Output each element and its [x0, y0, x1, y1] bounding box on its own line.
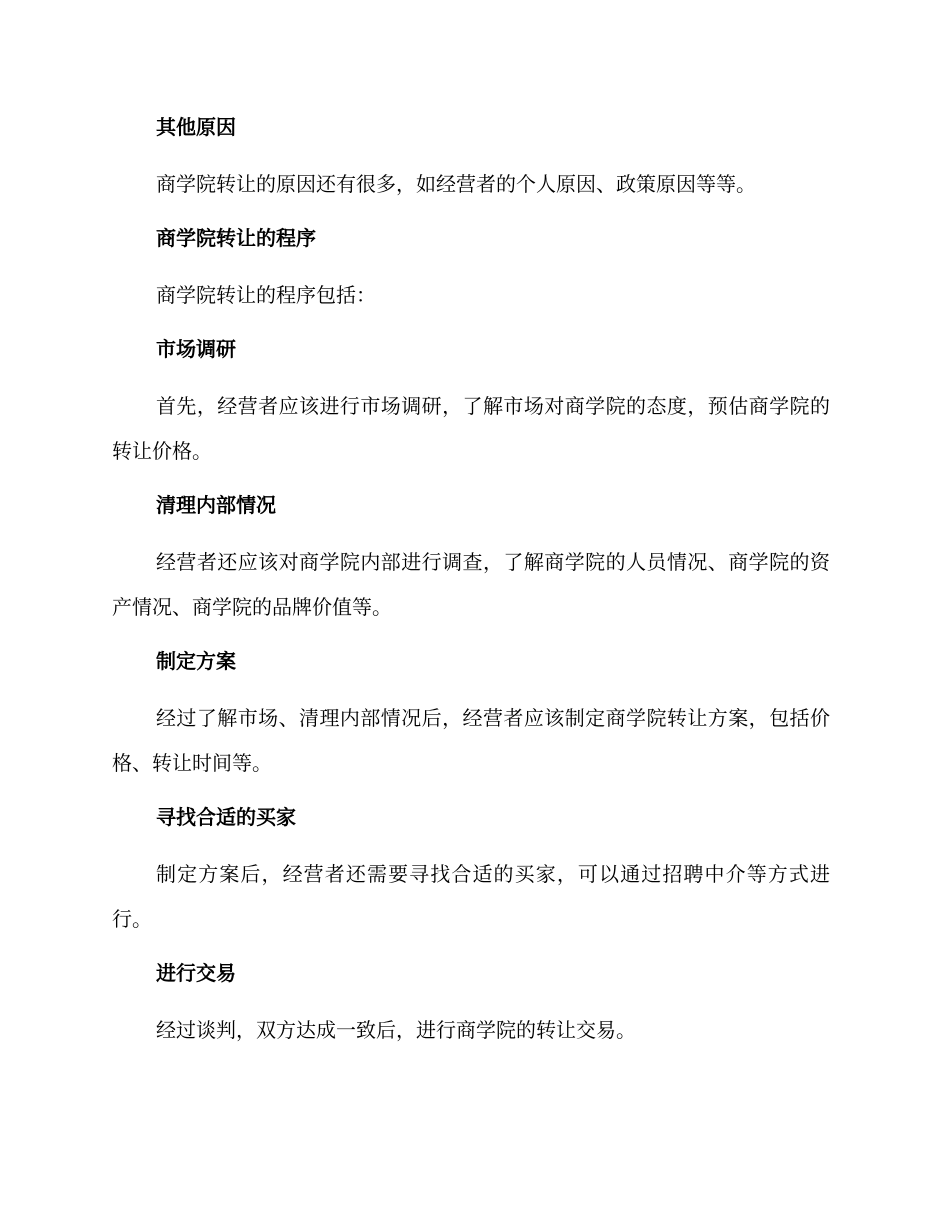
- section-text-internal-review: 经营者还应该对商学院内部进行调查，了解商学院的人员情况、商学院的资产情况、商学院的品牌价值等。: [112, 550, 830, 619]
- section-text-market-research: 首先，经营者应该进行市场调研，了解市场对商学院的态度，预估商学院的转让价格。: [112, 394, 830, 463]
- section-text-make-plan: 经过了解市场、清理内部情况后，经营者应该制定商学院转让方案，包括价格、转让时间等。: [112, 706, 830, 775]
- document-content: [112, 110, 830, 1067]
- section-heading-make-plan: 制定方案: [156, 649, 236, 673]
- section-heading-market-research: 市场调研: [156, 337, 236, 361]
- section-text-other-reasons: 商学院转让的原因还有很多，如经营者的个人原因、政策原因等等。: [156, 172, 756, 196]
- section-heading-internal-review: 清理内部情况: [156, 493, 276, 517]
- section-heading-other-reasons: 其他原因: [156, 115, 236, 139]
- section-heading-transfer-procedure: 商学院转让的程序: [156, 226, 316, 250]
- section-heading-conduct-transaction: 进行交易: [156, 961, 236, 985]
- section-text-transfer-procedure: 商学院转让的程序包括：: [156, 283, 376, 307]
- section-heading-find-buyer: 寻找合适的买家: [156, 805, 296, 829]
- section-text-conduct-transaction: 经过谈判，双方达成一致后，进行商学院的转让交易。: [156, 1018, 636, 1042]
- section-text-find-buyer: 制定方案后，经营者还需要寻找合适的买家，可以通过招聘中介等方式进行。: [112, 862, 830, 931]
